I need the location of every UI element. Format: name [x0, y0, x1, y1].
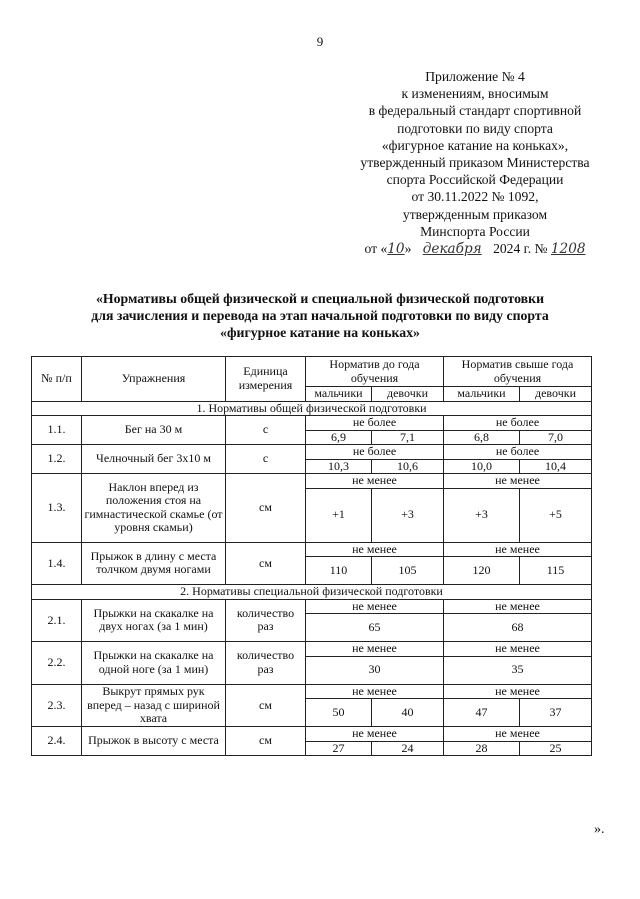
- appendix-block: [340, 68, 610, 258]
- table-row: 2.3. Выкрут прямых рук вперед – назад с шириной хвата см не менее не менее: [32, 684, 592, 699]
- table-row: 1.1. Бег на 30 м с не более не более: [32, 416, 592, 431]
- appendix-line: подготовки по виду спорта: [397, 120, 553, 136]
- header-boys: мальчики: [444, 387, 520, 402]
- header-norm-first-year: Норматив до года обучения: [306, 357, 444, 387]
- appendix-line: Минспорта России: [420, 223, 530, 239]
- table-row: 27 24 28 25: [32, 741, 592, 756]
- table-row: +1 +3 +3 +5: [32, 488, 592, 542]
- header-girls: девочки: [520, 387, 592, 402]
- document-title: [60, 290, 580, 341]
- table-row: 110 105 120 115: [32, 557, 592, 585]
- table-row: 10,3 10,6 10,0 10,4: [32, 459, 592, 474]
- header-boys: мальчики: [306, 387, 372, 402]
- appendix-line: к изменениям, вносимым: [401, 86, 549, 102]
- appendix-line: спорта Российской Федерации: [386, 172, 564, 188]
- header-unit: Единица измерения: [226, 357, 306, 402]
- section-row: [32, 401, 592, 416]
- header-norm-over-year: Норматив свыше года обучения: [444, 357, 592, 387]
- title-line: для зачисления и перевода на этап начальной подготовки по виду спорта: [91, 308, 549, 323]
- header-girls: девочки: [372, 387, 444, 402]
- table-row: 1.4. Прыжок в длину с места толчком двумя ногами см не менее не менее: [32, 542, 592, 557]
- table-row: 50 40 47 37: [32, 699, 592, 727]
- page-number: 9: [316, 34, 324, 49]
- section-row: [32, 585, 592, 600]
- table-row: 2.2. Прыжки на скакалке на одной ноге (за 1 мин) количество раз не менее не менее: [32, 642, 592, 657]
- table-header-row: [32, 357, 592, 387]
- handwritten-day: 10: [387, 241, 405, 258]
- header-exercise: Упражнения: [82, 357, 226, 402]
- table-row: 2.1. Прыжки на скакалке на двух ногах (за 1 мин) количество раз не менее не менее: [32, 599, 592, 614]
- appendix-line: в федеральный стандарт спортивной: [368, 103, 582, 119]
- table-row: 30 35: [32, 656, 592, 684]
- table-row: 1.2. Челночный бег 3х10 м с не более не более: [32, 445, 592, 460]
- appendix-line: от 30.11.2022 № 1092,: [411, 189, 539, 205]
- table-row: 6,9 7,1 6,8 7,0: [32, 430, 592, 445]
- section-title: 1. Нормативы общей физической подготовки: [32, 401, 592, 416]
- table-row: 2.4. Прыжок в высоту с места см не менее не менее: [32, 727, 592, 742]
- title-line: «фигурное катание на коньках»: [220, 325, 420, 340]
- table-row: 65 68: [32, 614, 592, 642]
- handwritten-month: декабря: [422, 241, 482, 258]
- order-date-line: от «10» декабря 2024 г. № 1208: [364, 241, 586, 258]
- norms-table: [31, 356, 592, 756]
- title-line: «Нормативы общей физической и специальной физической подготовки: [95, 291, 545, 306]
- handwritten-order-number: 1208: [550, 241, 586, 258]
- appendix-line: утвержденным приказом: [402, 206, 548, 222]
- appendix-line: утвержденный приказом Министерства: [360, 155, 590, 171]
- section-title: 2. Нормативы специальной физической подготовки: [32, 585, 592, 600]
- appendix-line: Приложение № 4: [425, 69, 525, 84]
- table-row: 1.3. Наклон вперед из положения стоя на гимнастической скамье (от уровня скамьи) см не менее не менее: [32, 474, 592, 489]
- closing-quote-mark: ».: [594, 822, 605, 837]
- header-num: № п/п: [32, 357, 82, 402]
- appendix-line: «фигурное катание на коньках»,: [381, 137, 569, 153]
